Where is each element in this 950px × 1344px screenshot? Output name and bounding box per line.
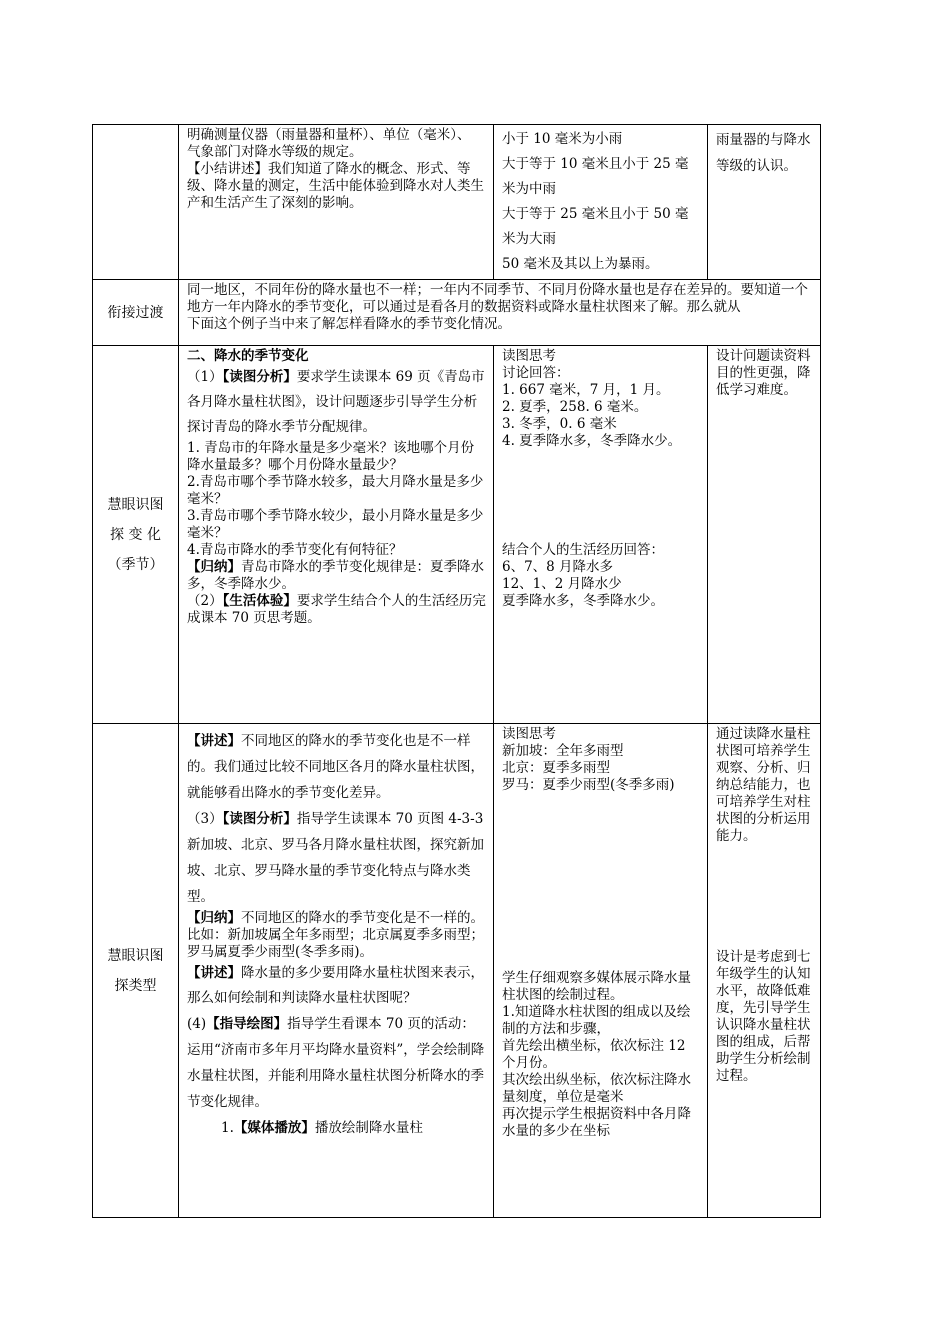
paragraph: 12、1、2 月降水少 [502,576,622,592]
stage-label-cell [93,280,179,346]
question: 2.青岛市哪个季节降水较多，最大月降水量是多少毫米？ [187,474,484,507]
paragraph: 学生仔细观察多媒体展示降水量柱状图的绘制过程。 [502,970,691,1003]
stage-label-line: 探 变 化 [110,526,161,543]
tag: 【归纳】 [187,559,241,575]
paragraph: 2. 夏季，258. 6 毫米。 [502,399,648,415]
paragraph: 大于等于 25 毫米且小于 50 毫米为大雨 [502,206,689,247]
question: 4.青岛市降水的季节变化有何特征？ [187,542,403,558]
paragraph: 首先绘出横坐标，依次标注 12 个月份。 [502,1038,686,1071]
lesson-plan-table [92,124,821,1218]
paragraph: 罗马：夏季少雨型(冬季多雨) [502,777,675,793]
table-row [93,346,821,724]
tag: 【讲述】 [187,733,241,749]
spacer [716,845,813,949]
paragraph: （2）【生活体验】要求学生结合个人的生活经历完成课本 70 页思考题。 [187,593,486,626]
content-cell [179,125,494,280]
design-intent-cell [708,724,821,1218]
paragraph: 下面这个例子当中来了解怎样看降水的季节变化情况。 [187,316,511,332]
paragraph: 设计是考虑到七年级学生的认知水平，故降低难度，先引导学生认识降水量柱状图的组成，后帮助学生分析绘制过程。 [716,949,811,1084]
transition-cell [179,280,821,346]
design-intent-cell [708,346,821,724]
paragraph: 【小结讲述】我们知道了降水的概念、形式、等级、降水量的测定，生活中能体验到降水对人类生产和生活产生了深刻的影响。 [187,161,484,211]
content-cell [179,346,494,724]
paragraph: 雨量器的与降水等级的认识。 [716,132,811,174]
empty-label-cell [93,125,179,280]
student-activity-cell [494,125,708,280]
tag: 【讲述】 [187,965,241,981]
spacer [502,794,700,970]
student-activity-cell [494,346,708,724]
spacer [502,450,700,542]
stage-label-cell [93,724,179,1218]
paragraph: 小于 10 毫米为小雨 [502,131,623,147]
tag: 【归纳】 [187,910,241,926]
question: 1. 青岛市的年降水量是多少毫米？该地哪个月份降水量最多？哪个月份降水量最少？ [187,440,475,473]
paragraph: 设计问题读资料目的性更强，降低学习难度。 [716,348,811,398]
paragraph: 新加坡：全年多雨型 [502,743,624,759]
tag: 【生活体验】 [222,593,297,609]
stage-label-line: 探类型 [114,977,157,994]
paragraph: 再次提示学生根据资料中各月降水量的多少在坐标 [502,1106,691,1139]
paragraph: 【归纳】不同地区的降水的季节变化是不一样的。比如：新加坡属全年多雨型；北京属夏季多雨型；罗马属夏季少雨型(冬季多雨)。 [187,910,484,960]
paragraph: 夏季降水多，冬季降水少。 [502,593,664,609]
paragraph: （3）【读图分析】指导学生读课本 70 页图 4-3-3 新加坡、北京、罗马各月降水量柱状图，探究新加坡、北京、罗马降水量的季节变化特点与降水类型。 [187,811,484,905]
section-heading: 二、降水的季节变化 [187,348,309,364]
table-row [93,280,821,346]
stage-label-line: 慧眼识图 [107,496,164,513]
paragraph: 北京：夏季多雨型 [502,760,610,776]
paragraph: 【讲述】降水量的多少要用降水量柱状图来表示，那么如何绘制和判读降水量柱状图呢？ [187,965,484,1006]
design-intent-cell [708,125,821,280]
paragraph: 4. 夏季降水多，冬季降水少。 [502,433,682,449]
paragraph: 6、7、8 月降水多 [502,559,614,575]
paragraph: 【归纳】青岛市降水的季节变化规律是：夏季降水多，冬季降水少。 [187,559,484,592]
paragraph: 3. 冬季，0. 6 毫米 [502,416,617,432]
paragraph: 通过读降水量柱状图可培养学生观察、分析、归纳总结能力，也可培养学生对柱状图的分析运用能力。 [716,726,811,844]
paragraph: (4)【指导绘图】指导学生看课本 70 页的活动：运用“济南市多年月平均降水量资料”，学会绘制降水量柱状图，并能利用降水量柱状图分析降水的季节变化规律。 [187,1016,485,1110]
stage-label-cell [93,346,179,724]
tag: 【读图分析】 [222,369,297,385]
table-row [93,724,821,1218]
content-cell [179,724,494,1218]
paragraph: （1）【读图分析】要求学生读课本 69 页《青岛市各月降水量柱状图》，设计问题逐步引导学生分析探讨青岛的降水季节分配规律。 [187,369,485,435]
paragraph: 1.知道降水柱状图的组成以及绘制的方法和步骤， [502,1004,691,1037]
stage-label-line: 慧眼识图 [107,947,164,964]
question: 3.青岛市哪个季节降水较少，最小月降水量是多少毫米？ [187,508,484,541]
table-row [93,125,821,280]
tag: 【指导绘图】 [206,1016,288,1032]
paragraph: 其次绘出纵坐标，依次标注降水量刻度，单位是毫米 [502,1072,691,1105]
tag: 【媒体播放】 [233,1120,315,1136]
paragraph: 明确测量仪器（雨量器和量杯）、单位（毫米）、 气象部门对降水等级的规定。 [187,127,471,160]
paragraph: 结合个人的生活经历回答： [502,542,664,558]
paragraph: 50 毫米及其以上为暴雨。 [502,256,659,272]
paragraph: 同一地区，不同年份的降水量也不一样；一年内不同季节、不同月份降水量也是存在差异的。要知道一个地方一年内降水的季节变化，可以通过是看各月的数据资料或降水量柱状图来了解。那么就从 [187,282,808,315]
stage-label: 衔接过渡 [107,304,164,321]
student-activity-cell [494,724,708,1218]
paragraph: 讨论回答： [502,365,570,381]
tag: 【读图分析】 [222,811,297,827]
paragraph: 1.【媒体播放】播放绘制降水量柱 [221,1120,423,1136]
paragraph: 【讲述】不同地区的降水的季节变化也是不一样的。我们通过比较不同地区各月的降水量柱状图，就能够看出降水的季节变化差异。 [187,733,484,801]
paragraph: 1. 667 毫米，7 月，1 月。 [502,382,670,398]
paragraph: 读图思考 [502,348,556,364]
paragraph: 读图思考 [502,726,556,742]
stage-label-line: （季节） [107,556,164,573]
paragraph: 大于等于 10 毫米且小于 25 毫米为中雨 [502,156,689,197]
